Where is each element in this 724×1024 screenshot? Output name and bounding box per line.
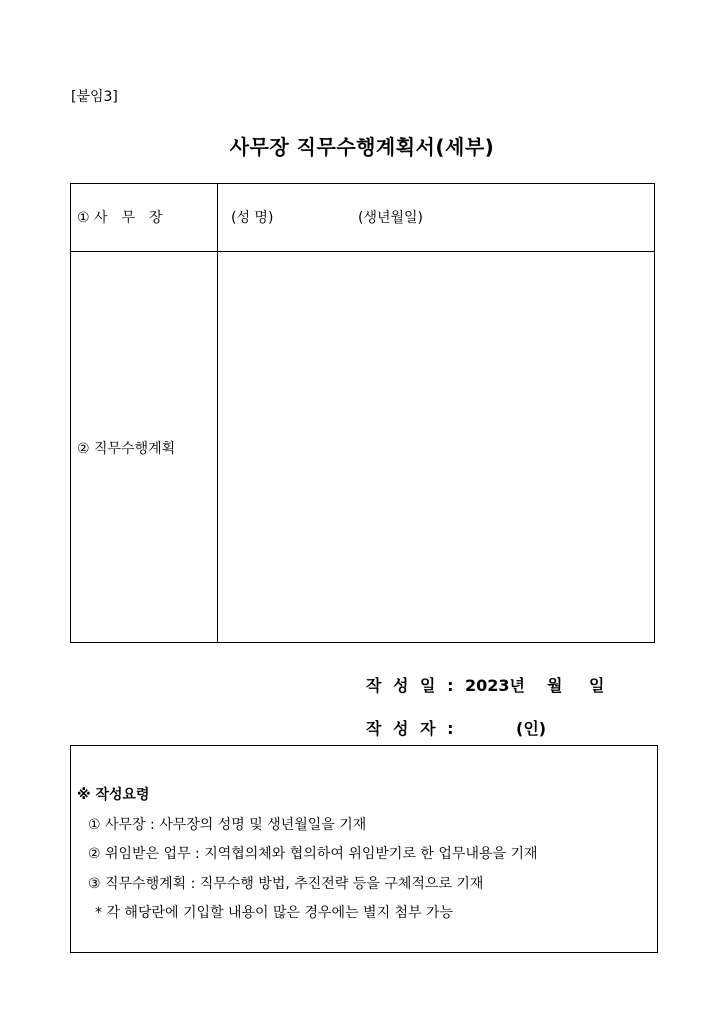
guide-note: * 각 해당란에 기입할 내용이 많은 경우에는 별지 첨부 가능	[95, 905, 454, 921]
duty-plan-label: ② 직무수행계획	[77, 441, 176, 457]
manager-label: ① 사 무 장	[77, 210, 163, 226]
document-title: 사무장 직무수행계획서(세부)	[229, 135, 495, 159]
guide-item: ① 사무장 : 사무장의 성명 및 생년월일을 기재	[88, 817, 367, 833]
author-seal: (인)	[516, 719, 547, 738]
name-field-label: (성 명)	[231, 210, 274, 226]
guide-item: ③ 직무수행계획 : 직무수행 방법, 추진전략 등을 구체적으로 기재	[88, 876, 484, 892]
date-day: 일	[589, 676, 605, 695]
form-table	[70, 183, 655, 643]
date-month: 월	[547, 676, 563, 695]
author-label: 작 성 자 :	[366, 719, 457, 738]
guide-item: ② 위임받은 업무 : 지역협의체와 협의하여 위임받기로 한 업무내용을 기재	[88, 846, 538, 862]
attachment-label: [붙임3]	[71, 89, 118, 105]
duty-plan-content[interactable]	[218, 253, 654, 642]
row-manager	[71, 184, 654, 252]
date-label: 작 성 일 :	[366, 676, 457, 695]
writing-guide-box	[70, 745, 658, 953]
guide-title: ※ 작성요령	[77, 787, 150, 803]
date-year: 2023년	[465, 676, 525, 695]
birthdate-field-label: (생년월일)	[358, 210, 424, 226]
